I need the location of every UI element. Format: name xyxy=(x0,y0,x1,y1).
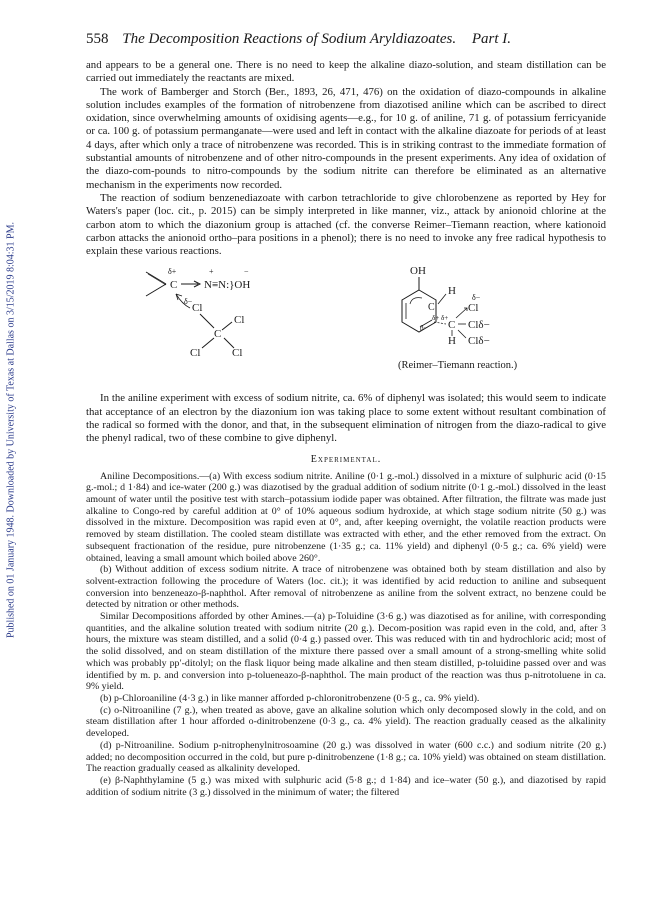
experimental-paragraph-3: Similar Decompositions afforded by other Amines.—(a) p-Toluidine (3·6 g.) was diazotised as for aniline, with corresponding quantities, and the alkaline solution treated with sodium nitrite (20 g.). Decom-position was rapid even in the cold, and, after 3 hours, the mixture was steam distilled, and a solid (0·4 g.) passed over. This was reduced with tin and hydrochloric acid; most of the solid dissolved, and on steam distillation of the mixture there passed over a small amount of a strong-smelling white solid which was probably pp′-ditolyl; on the flask liquor being made alkaline and then steam distilled, p-toluidine passed over and was identified by m. p. and conversion into p-tolueneazo-β-naphthol. The main product of the reaction was thus p-nitrotoluene in ca. 9% yield. xyxy=(86,611,606,693)
reaction-scheme-svg xyxy=(86,264,606,386)
left-nitrogen-group: N≡N:}OH xyxy=(204,279,251,292)
left-cl-left: Cl xyxy=(190,347,201,360)
experimental-paragraph-6: (d) p-Nitroaniline. Sodium p-nitrophenylnitrosoamine (20 g.) was dissolved in water (600 c.c.) and sodium nitrite (20 g.) added; no decomposition occurred in the cold, but pure p-dinitrobenzene (1·8 g.; ca. 10% yield) was obtained on steam distillation. The reaction gradually ceased as alkalinity developed. xyxy=(86,739,606,775)
right-oh: OH xyxy=(410,265,426,278)
experimental-paragraph-2: (b) Without addition of excess sodium nitrite. A trace of nitrobenzene was obtained both by steam distillation and also by solvent-extraction following the procedure of Waters (loc. cit.); it was identified by acid reduction to aniline and subsequent conversion into benzeneazo-β-naphthol. After removal of nitrobenzene as aniline from the solvent extract, no benzene could be detected by nitration or other methods. xyxy=(86,564,606,611)
paragraph-2: The work of Bamberger and Storch (Ber., 1893, 26, 471, 476) on the oxidation of diazo-compounds in alkaline solution includes examples of the formation of nitrobenzene from diazotised aniline which can be ascribed to direct oxidation, since overwhelming amounts of oxidising agents—e.g., for 10 g. of aniline, 71 g. of potassium ferricyanide or ca. 100 g. of potassium permanganate—were used and left in contact with the alkaline diazoate for periods of at least 4 days, after which only a trace of nitrobenzene was recorded. This is in striking contrast to the immediate formation of substantial amounts of nitrobenzene and of other nitro-compounds in the present experiments. Any idea of oxidation of the diazo-com-pounds to nitro-compounds by the sodium nitrite can therefore be eliminated as an alternative mechanism in the experiments now recorded. xyxy=(86,85,606,191)
right-cl3: Clδ− xyxy=(468,335,490,348)
running-head xyxy=(86,30,606,49)
left-cl-bottom: Cl xyxy=(232,347,243,360)
right-delta-labels: δ+ δ+ xyxy=(432,314,449,323)
diazonium-scheme xyxy=(146,267,250,359)
experimental-paragraph-4: (b) p-Chloroaniline (4·3 g.) in like manner afforded p-chloronitrobenzene (0·5 g., ca. 9% yield). xyxy=(100,693,480,704)
left-delta-plus: δ+ xyxy=(168,267,177,277)
right-c-center: C xyxy=(448,319,456,332)
experimental-section xyxy=(86,471,606,799)
paragraph-3: The reaction of sodium benzenediazoate with carbon tetrachloride to give chlorobenzene as reported by Hey for Waters's paper (loc. cit., p. 2015) can be simply interpreted in like manner, viz., attack by anionoid chlorine at the carbon atom to which the diazonium group is attached (cf. the converse Reimer–Tiemann reaction, where kationoid carbon attacks the anionoid ortho–para positions in a phenol); there is no need to invoke any free radical hypothesis to explain these various reactions. xyxy=(86,191,606,258)
section-heading xyxy=(86,454,606,465)
experimental-paragraph-7: (e) β-Naphthylamine (5 g.) was mixed with sulphuric acid (5·8 g.; d 1·84) and ice–water (50 g.), and diazotised by rapid addition of sodium nitrite (3 g.) dissolved in the minimum of water; the filtered xyxy=(86,774,606,798)
left-minus: − xyxy=(244,267,249,277)
right-beta: β− xyxy=(420,324,428,333)
left-cl-top: Cl xyxy=(192,302,203,315)
running-title: The Decomposition Reactions of Sodium Aryldiazoates. xyxy=(122,31,457,47)
left-delta-minus: δ− xyxy=(184,297,193,307)
left-plus: + xyxy=(209,267,214,277)
right-h-bottom: H xyxy=(448,335,456,348)
right-cl1: Cl xyxy=(468,302,479,315)
experimental-paragraph-5: (c) o-Nitroaniline (7 g.), when treated as above, gave an alkaline solution which only decomposed slowly in the cold, and on steam distillation after 1 hour afforded o-dinitrobenzene (0·3 g., ca. 4% yield). The reaction gradually ceased as the alkalinity developed. xyxy=(86,704,606,740)
right-delta-minus-top: δ− xyxy=(472,293,481,303)
reimer-tiemann-scheme xyxy=(398,265,518,371)
left-cl-right: Cl xyxy=(234,314,245,327)
publication-side-note xyxy=(4,110,18,750)
right-c-ring: C xyxy=(428,302,435,314)
side-note-text: Published on 01 January 1948. Downloaded by University of Texas at Dallas on 3/15/2019 8:04:31 PM. xyxy=(5,221,17,639)
section-heading-text: Experimental. xyxy=(310,453,382,465)
experimental-paragraph-1: Aniline Decompositions.—(a) With excess sodium nitrite. Aniline (0·1 g.-mol.) dissolved in a mixture of sulphuric acid (0·15 g.-mol.; d 1·84) and ice-water (200 g.) was diazotised by the gradual addition of sodium nitrite (0·1 g.-mol.) dissolved in the least amount of water until the positive test with starch–potassium iodide paper was obtained. After filtration, the filtrate was made just alkaline to Congo-red by careful addition at 0° of 10% aqueous sodium hydroxide, at which stage sodium nitrite (50 g.) was dissolved in the mixture. Decomposition was rapid even at 0°, and, after keeping overnight, the volatile reaction products were removed by steam distillation. The cooled steam distillate was extracted with ether, and the ether removed from the extract. On subsequent fractionation of the residue, pure nitrobenzene (1·35 g.; ca. 11% yield) and diphenyl (0·5 g.; ca. 6% yield) were obtained, leaving a small amount which boiled above 260°. xyxy=(86,470,606,564)
left-carbon: C xyxy=(170,279,178,292)
left-c-center: C xyxy=(214,328,222,341)
page xyxy=(86,30,606,798)
page-number: 558 xyxy=(86,31,109,47)
right-h-top: H xyxy=(448,285,456,298)
reaction-schemes xyxy=(86,264,606,386)
running-part: Part I. xyxy=(471,31,512,47)
right-cl2: Clδ− xyxy=(468,319,490,332)
paragraph-4: In the aniline experiment with excess of sodium nitrite, ca. 6% of diphenyl was isolated; this would seem to indicate that acceptance of an electron by the diazonium ion was taking place to some extent without resultant combination of the radical so formed with the donor, and that, in the subsequent elimination of nitrogen from the diazo-radical to give the phenyl radical, two of these combine to give diphenyl. xyxy=(86,392,606,445)
paragraph-1: and appears to be a general one. There is no need to keep the alkaline diazo-solution, and steam distillation can be carried out immediately the reactants are mixed. xyxy=(86,59,606,85)
right-caption: (Reimer–Tiemann reaction.) xyxy=(398,360,518,372)
